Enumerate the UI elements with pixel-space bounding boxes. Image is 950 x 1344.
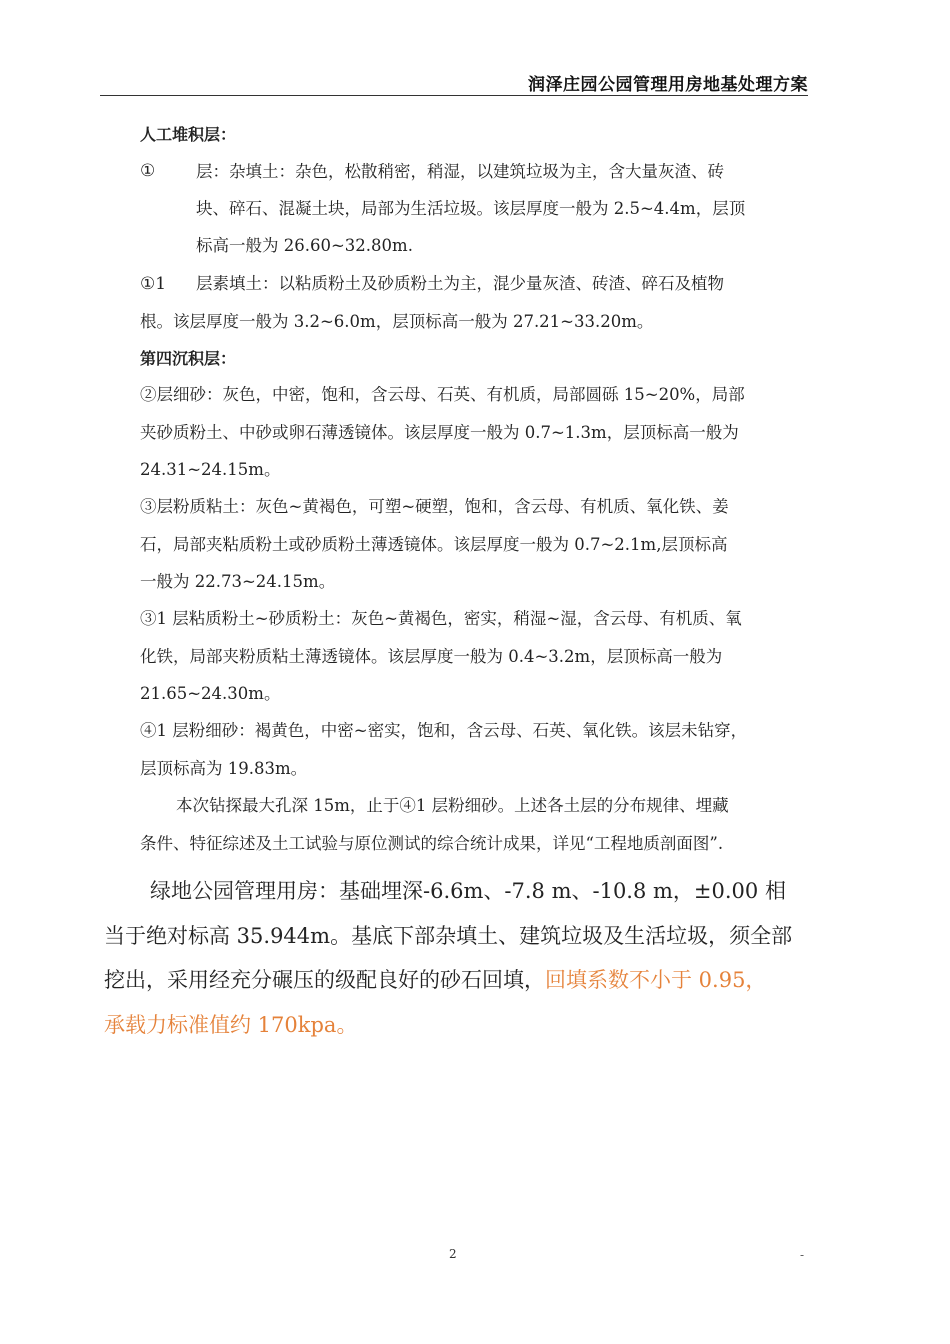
paragraph-line: ②层细砂：灰色，中密，饱和，含云母、石英、有机质，局部圆砾 15~20%，局部 <box>140 385 745 404</box>
paragraph-line: 石，局部夹粘质粉土或砂质粉土薄透镜体。该层厚度一般为 0.7~2.1m,层顶标高 <box>140 535 728 554</box>
paragraph-line: 层顶标高为 19.83m。 <box>140 759 308 778</box>
paragraph-line: 本次钻探最大孔深 15m，止于④1 层粉细砂。上述各土层的分布规律、埋藏 <box>176 796 729 815</box>
paragraph-line: 一般为 22.73~24.15m。 <box>140 572 336 591</box>
paragraph-line: 21.65~24.30m。 <box>140 684 281 703</box>
section-heading-artificial-fill: 人工堆积层： <box>140 125 237 144</box>
item-marker-1-1: ①1 <box>140 274 167 294</box>
paragraph-line: 化铁，局部夹粉质粘土薄透镜体。该层厚度一般为 0.4~3.2m，层顶标高一般为 <box>140 647 723 666</box>
paragraph-line: ③层粉质粘土：灰色~黄褐色，可塑~硬塑，饱和，含云母、有机质、氧化铁、姜 <box>140 497 729 516</box>
header-title: 润泽庄园公园管理用房地基处理方案 <box>528 75 808 95</box>
paragraph-line: 标高一般为 26.60~32.80m. <box>196 236 413 255</box>
conclusion-line: 绿地公园管理用房：基础埋深-6.6m、-7.8 m、-10.8 m，±0.00 相 <box>150 879 786 903</box>
paragraph-line: 夹砂质粉土、中砂或卵石薄透镜体。该层厚度一般为 0.7~1.3m，层顶标高一般为 <box>140 423 739 442</box>
paragraph-line: ③1 层粘质粉土~砂质粉土：灰色~黄褐色，密实，稍湿~湿，含云母、有机质、氧 <box>140 609 742 628</box>
paragraph-line: ④1 层粉细砂：褐黄色，中密~密实，饱和，含云母、石英、氧化铁。该层未钻穿， <box>140 721 748 740</box>
corner-mark: - <box>800 1248 805 1262</box>
paragraph-line: 条件、特征综述及土工试验与原位测试的综合统计成果，详见“工程地质剖面图”. <box>140 834 724 853</box>
conclusion-line: 当于绝对标高 35.944m。基底下部杂填土、建筑垃圾及生活垃圾，须全部 <box>104 924 793 948</box>
paragraph-line: 层素填土：以粘质粉土及砂质粉土为主，混少量灰渣、砖渣、碎石及植物 <box>196 274 724 293</box>
paragraph-line: 根。该层厚度一般为 3.2~6.0m，层顶标高一般为 27.21~33.20m。 <box>140 312 654 331</box>
item-marker-1: ① <box>140 161 156 181</box>
highlight-line: 承载力标准值约 170kpa。 <box>104 1013 358 1037</box>
page-number: 2 <box>449 1247 457 1261</box>
section-heading-quaternary: 第四沉积层： <box>140 349 237 368</box>
highlight-text: 回填系数不小于 0.95， <box>545 968 767 992</box>
header-rule <box>100 95 808 96</box>
conclusion-line <box>104 968 766 992</box>
conclusion-text: 挖出，采用经充分碾压的级配良好的砂石回填， <box>104 968 545 992</box>
paragraph-line: 24.31~24.15m。 <box>140 460 281 479</box>
paragraph-line: 块、碎石、混凝土块，局部为生活垃圾。该层厚度一般为 2.5~4.4m，层顶 <box>196 199 746 218</box>
paragraph-line: 层：杂填土：杂色，松散稍密，稍湿，以建筑垃圾为主，含大量灰渣、砖 <box>196 162 724 181</box>
